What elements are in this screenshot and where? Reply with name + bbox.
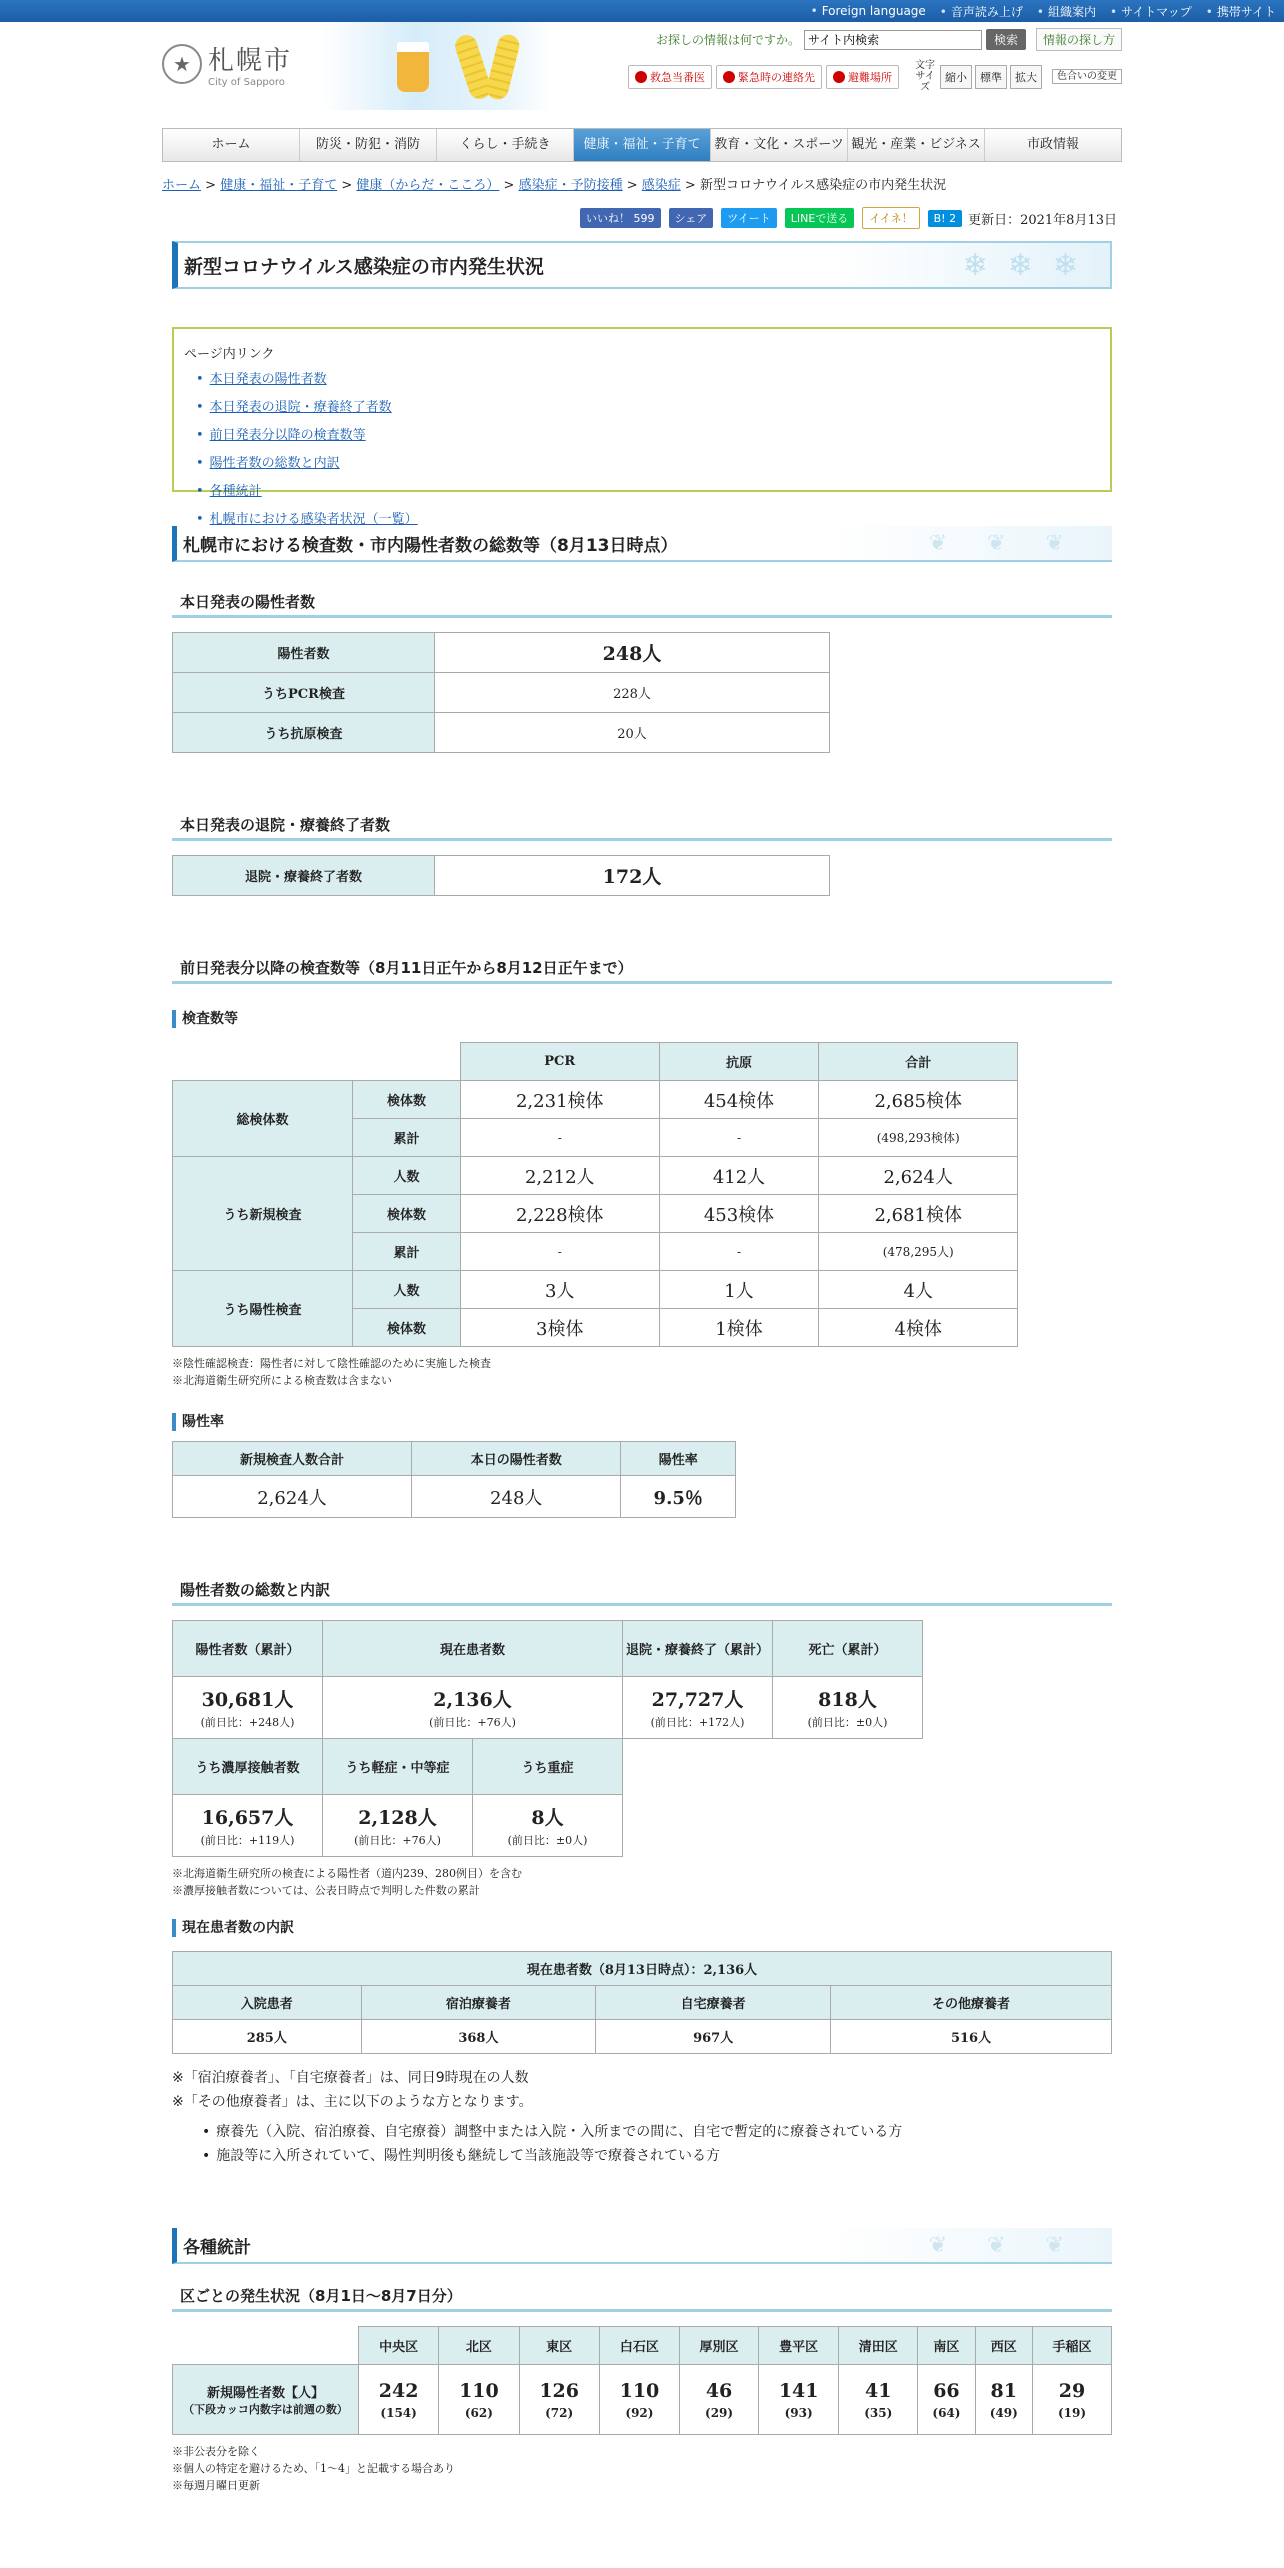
hatena-bookmark-button[interactable]: B! 2 bbox=[928, 210, 962, 227]
search-input[interactable] bbox=[804, 30, 982, 50]
breadcrumb-home[interactable]: ホーム bbox=[162, 178, 202, 193]
toc-link-positive[interactable]: 本日発表の陽性者数 bbox=[209, 372, 327, 387]
positive-count: 248人 bbox=[435, 633, 830, 673]
ward-stats-table: 中央区 北区 東区 白石区 厚別区 豊平区 清田区 南区 西区 手稲区 新規陽性者数【人】 （下段カッコ内数字は前週の数） 242 (154) 110 (62) 126 (72) 110 (92) 46 (29) 141 (93) 41 (35) 66 (64) 81 (49) 29 (19) bbox=[172, 2326, 1112, 2435]
main-content bbox=[172, 241, 1112, 2494]
pcr-positive: 228人 bbox=[435, 673, 830, 713]
breadcrumb-current: 新型コロナウイルス感染症の市内発生状況 bbox=[699, 178, 947, 193]
font-normal-button[interactable]: 標準 bbox=[975, 65, 1007, 89]
nav-living[interactable]: くらし・手続き bbox=[437, 129, 574, 161]
current-patients-table: 現在患者数（8月13日時点）：2,136人 入院患者 宿泊療養者 自宅療養者 その他療養者 285人 368人 967人 516人 bbox=[172, 1951, 1112, 2054]
total-table: 陽性者数（累計） 現在患者数 退院・療養終了（累計） 死亡（累計） 30,681人 (前日比：+248人) 2,136人 (前日比：+76人) 27,727人 (前日比：+172人) 818人 (前日比：±0人) うち濃厚接触者数 うち軽症・中等症 うち重症 16,657人 (前日比：+119人) 2,128人 (前日比：+76人) 8人 (前日比：±0人) bbox=[172, 1620, 923, 1857]
link-voice-reading[interactable]: • 音声読み上げ bbox=[940, 3, 1023, 20]
leaf-decoration-icon: ❦❦❦ bbox=[928, 2232, 1104, 2258]
nav-education[interactable]: 教育・文化・スポーツ bbox=[711, 129, 848, 161]
tweet-button[interactable]: ツイート bbox=[721, 208, 776, 228]
subheading-current: 現在患者数の内訳 bbox=[172, 1919, 1112, 1937]
phone-icon bbox=[723, 71, 735, 83]
evacuation-icon bbox=[833, 71, 845, 83]
nav-home[interactable]: ホーム bbox=[163, 129, 300, 161]
tests-notes: ※陰性確認検査：陽性者に対して陰性確認のために実施した検査 ※北海道衛生研究所による検査数は含まない bbox=[172, 1357, 491, 1387]
share-bar bbox=[167, 207, 1117, 229]
heading-total: 陽性者数の総数と内訳 bbox=[172, 1578, 1112, 1606]
heading-ward-stats: 区ごとの発生状況（8月1日～8月7日分） bbox=[172, 2284, 1112, 2312]
facebook-like-button[interactable]: いいね！ 599 bbox=[580, 208, 661, 228]
city-emblem-icon: ★ bbox=[162, 44, 202, 84]
snowflake-icon: ❄❄❄ bbox=[962, 247, 1098, 283]
page-toc bbox=[172, 327, 1112, 527]
emergency-contact-button[interactable]: 緊急時の連絡先 bbox=[716, 65, 822, 89]
stats-notes: ※非公表分を除く ※個人の特定を避けるため、「1～4」と記載する場合あり ※毎週月曜日更新 bbox=[172, 2445, 456, 2492]
leaf-decoration-icon: ❦❦❦ bbox=[928, 530, 1104, 556]
current-notes: ※「宿泊療養者」、「自宅療養者」は、同日9時現在の人数 ※「その他療養者」は、主に以下のような方となります。 • 療養先（入院、宿泊療養、自宅療養）調整中または入院・入所までの間に、自宅で暫定的に療養されている方 • 施設等に入所されていて、陽性判明後も継続して当該施設等で療養されている方 bbox=[172, 2066, 1112, 2168]
color-change-button[interactable]: 色合いの変更 bbox=[1052, 69, 1122, 84]
antigen-positive: 20人 bbox=[435, 713, 830, 753]
heading-discharge: 本日発表の退院・療養終了者数 bbox=[172, 813, 1112, 841]
mixi-button[interactable]: イイネ！ bbox=[862, 207, 919, 229]
facebook-share-button[interactable]: シェア bbox=[669, 208, 714, 228]
link-mobile[interactable]: • 携帯サイト bbox=[1206, 3, 1276, 20]
positivity-rate: 9.5％ bbox=[621, 1476, 736, 1518]
header-decoration-image bbox=[322, 22, 552, 110]
breadcrumb-body[interactable]: 健康（からだ・こころ） bbox=[356, 178, 500, 193]
breadcrumb: ホーム > 健康・福祉・子育て > 健康（からだ・こころ） > 感染症・予防接種 > 感染症 > 新型コロナウイルス感染症の市内発生状況 bbox=[162, 178, 947, 193]
page-title: 新型コロナウイルス感染症の市内発生状況 ❄❄❄ bbox=[172, 241, 1112, 289]
nav-city-info[interactable]: 市政情報 bbox=[985, 129, 1121, 161]
toc-link-discharge[interactable]: 本日発表の退院・療養終了者数 bbox=[209, 400, 392, 415]
toc-link-stats[interactable]: 各種統計 bbox=[209, 484, 262, 499]
global-nav bbox=[162, 128, 1122, 162]
link-foreign-language[interactable]: • Foreign language bbox=[811, 4, 926, 18]
site-search bbox=[656, 28, 1122, 51]
top-utility-bar bbox=[0, 0, 1284, 22]
search-question: お探しの情報は何ですか。 bbox=[655, 33, 800, 47]
font-large-button[interactable]: 拡大 bbox=[1010, 65, 1042, 89]
font-small-button[interactable]: 縮小 bbox=[940, 65, 972, 89]
subheading-rate: 陽性率 bbox=[172, 1413, 1112, 1431]
section-heading-stats: 各種統計 ❦❦❦ bbox=[172, 2228, 1112, 2264]
emergency-links bbox=[628, 60, 1122, 93]
evacuation-button[interactable]: 避難場所 bbox=[826, 65, 899, 89]
corn-icon bbox=[484, 32, 521, 101]
site-logo[interactable] bbox=[162, 40, 292, 88]
nav-tourism[interactable]: 観光・産業・ビジネス bbox=[848, 129, 985, 161]
logo-jp: 札幌市 bbox=[208, 46, 293, 76]
toc-link-tests[interactable]: 前日発表分以降の検査数等 bbox=[209, 428, 366, 443]
font-size-controls bbox=[913, 60, 1122, 93]
heading-positive: 本日発表の陽性者数 bbox=[172, 590, 1112, 618]
logo-en: City of Sapporo bbox=[208, 77, 285, 88]
nav-health[interactable]: 健康・福祉・子育て bbox=[574, 129, 711, 161]
beer-glass-icon bbox=[397, 42, 429, 92]
breadcrumb-infection[interactable]: 感染症 bbox=[641, 178, 681, 193]
line-button[interactable]: LINEで送る bbox=[785, 208, 855, 228]
link-sitemap[interactable]: • サイトマップ bbox=[1110, 3, 1192, 20]
toc-link-list[interactable]: 札幌市における感染者状況（一覧） bbox=[209, 512, 418, 527]
subheading-tests: 検査数等 bbox=[172, 1010, 1112, 1028]
emergency-doctor-button[interactable]: 救急当番医 bbox=[628, 65, 712, 89]
toc-link-total[interactable]: 陽性者数の総数と内訳 bbox=[209, 456, 340, 471]
section-heading-totals: 札幌市における検査数・市内陽性者数の総数等（8月13日時点） ❦❦❦ bbox=[172, 526, 1112, 562]
discharge-count: 172人 bbox=[435, 856, 830, 896]
tests-table: PCR 抗原 合計 総検体数 検体数 2,231検体 454検体 2,685検体 累計 - - (498,293検体) うち新規検査 人数 2,212人 412人 2,624人 検体数 2,228検体 453検体 2,681検体 累計 - - (478,295人) うち陽性検査 人数 3人 1人 4人 検体数 3検体 1検体 4検体 bbox=[172, 1042, 1018, 1347]
link-organization[interactable]: • 組織案内 bbox=[1037, 3, 1096, 20]
total-notes: ※北海道衛生研究所の検査による陽性者（道内239、280例目）を含む ※濃厚接触者数については、公表日時点で判明した件数の累計 bbox=[172, 1867, 522, 1897]
alert-icon bbox=[635, 71, 647, 83]
toc-title: ページ内リンク bbox=[184, 347, 275, 362]
positive-table: 陽性者数 248人 うちPCR検査 228人 うち抗原検査 20人 bbox=[172, 632, 830, 753]
font-size-label: 文字サイズ bbox=[915, 60, 935, 93]
positivity-rate-table: 新規検査人数合計 本日の陽性者数 陽性率 2,624人 248人 9.5％ bbox=[172, 1441, 736, 1518]
header bbox=[162, 22, 1122, 110]
search-button[interactable]: 検索 bbox=[986, 29, 1026, 50]
breadcrumb-health[interactable]: 健康・福祉・子育て bbox=[220, 178, 338, 193]
discharge-table: 退院・療養終了者数 172人 bbox=[172, 855, 830, 896]
nav-safety[interactable]: 防災・防犯・消防 bbox=[300, 129, 437, 161]
heading-tests: 前日発表分以降の検査数等（8月11日正午から8月12日正午まで） bbox=[172, 956, 1112, 984]
breadcrumb-infection-vaccine[interactable]: 感染症・予防接種 bbox=[518, 178, 623, 193]
how-to-find-link[interactable]: 情報の探し方 bbox=[1036, 28, 1122, 51]
updated-date: 更新日：2021年8月13日 bbox=[968, 212, 1117, 228]
